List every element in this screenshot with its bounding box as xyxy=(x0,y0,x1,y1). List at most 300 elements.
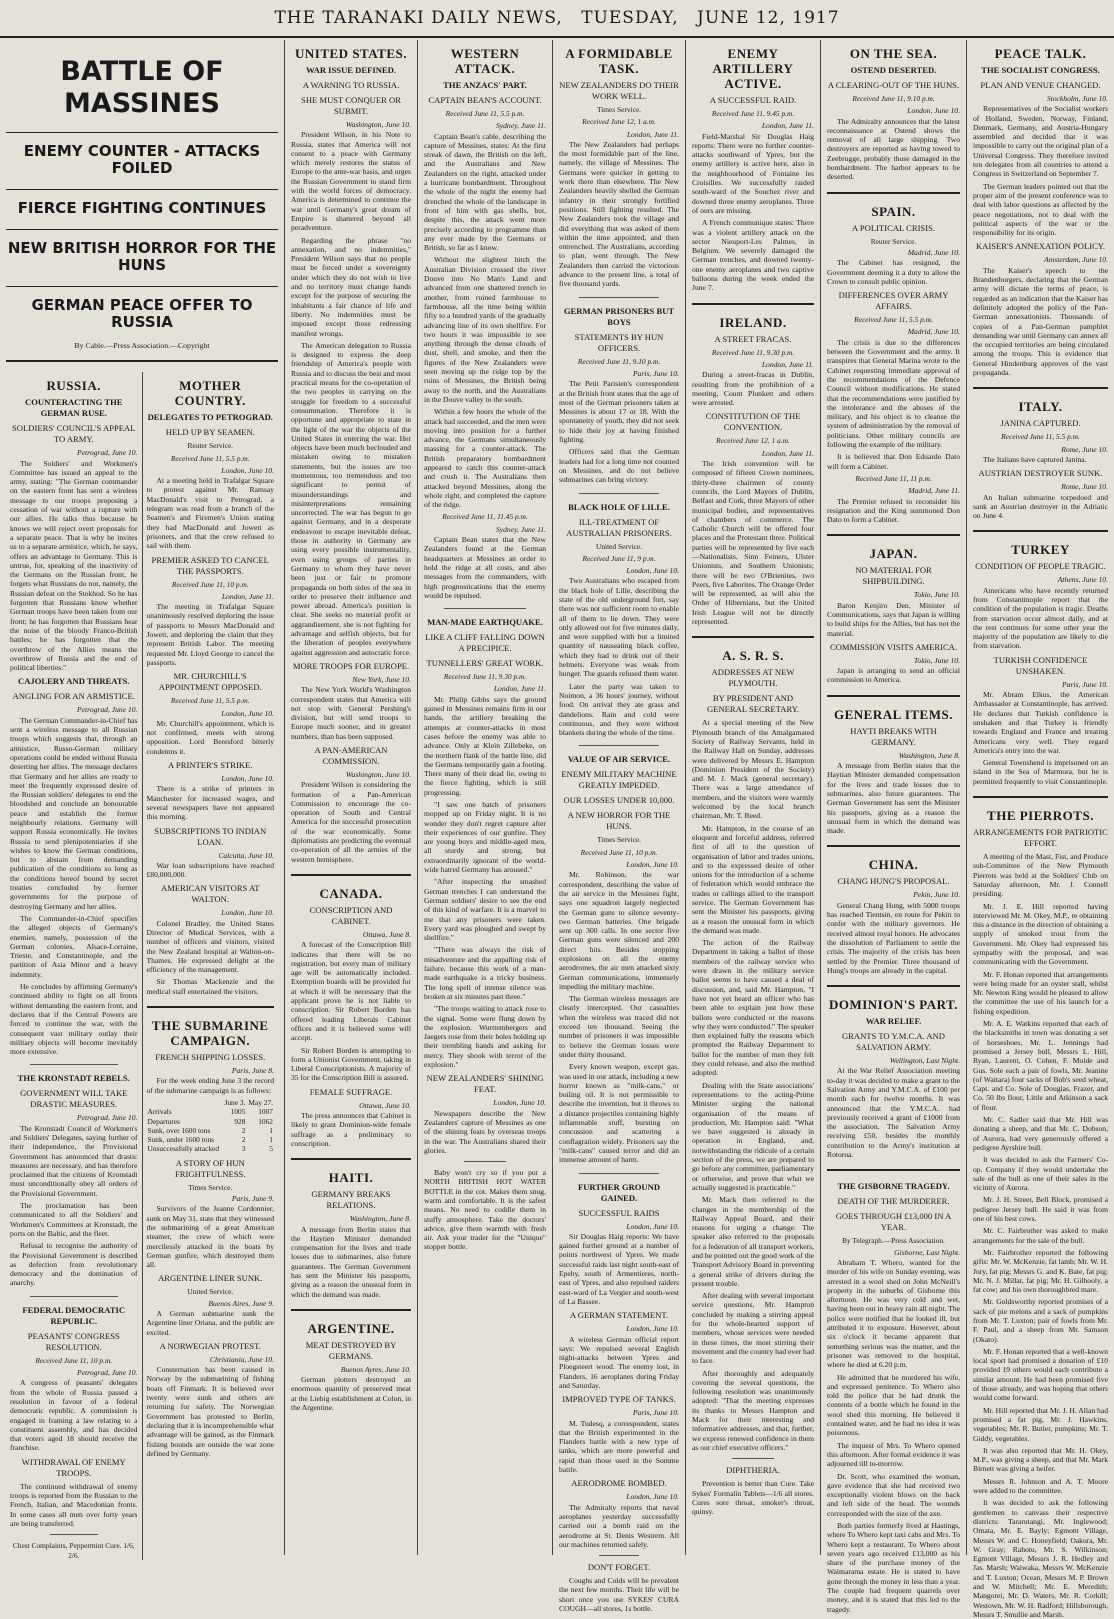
dateline: London, June 11. xyxy=(221,591,274,601)
divider xyxy=(599,1555,639,1556)
ireland-heading: IRELAND. xyxy=(719,314,787,330)
paragraph: German plotters destroyed an enormous quantity of preserved meat at the Liebig establishment at Colon, in the Argentine. xyxy=(291,1375,411,1413)
subhead: GERMANY BREAKS RELATIONS. xyxy=(311,1189,391,1211)
received-line: Received June 11, 9.10 p.m. xyxy=(577,356,661,366)
paragraph: It is believed that Don Eduardo Dato will form a Cabinet. xyxy=(827,452,960,471)
divider xyxy=(579,493,659,494)
us-heading: UNITED STATES. xyxy=(295,46,407,61)
dateline: London, June 11. xyxy=(761,121,814,131)
paragraph: At the War Relief Association meeting to-day it was decided to make a grant to the Salvation Army and Y.M.C.A. of £100 per month each for twelve months. It was announced that the Y.M.C.A. had previously received a grant of £1000 from the association. The Salvation Army receiving £50, besides the monthly contribution to the Army's institution at Rotorua. xyxy=(827,1066,960,1160)
paragraph: Later the party was taken to Noimon, a 36 hours' journey, without food. On arrival they ate grass and dandelions. Rain and cold were continuous, and they were without blankets during the whole of the time. xyxy=(559,681,679,738)
paragraph: During a street-fracas in Dublin, resulting from the prohibition of a meeting, Count Plunkett and others were arrested. xyxy=(692,370,814,408)
paragraph: The German wireless messages are clearly intercepted. Our casualties when the wireless was traced did not exceed ten thousand. Seeing the number of prisoners it was impossible to believe the German losses were under thirty thousand. xyxy=(559,994,679,1059)
subhead: SUCCESSFUL RAIDS xyxy=(578,1207,660,1218)
paragraph: Mr. A. E. Watkins reported that each of the blacksmiths in town was donating a set of horseshoes, Mr. L. Jennings had promised a Jersey bull, Messrs L. Hill, Ryan, Laurent, O. Cohen, F. Molde and Gus. Sole each a pair of fowls, Mr. Jeanine (of Waitara) four sacks of Bob's seed wheat, Capt. and Co. Sole of Douglas, Frazer, and Co. 50 lbs flour, Little and Atkinson a sack of flour. xyxy=(973,1019,1108,1112)
subhead: JANINA CAPTURED. xyxy=(1000,418,1081,429)
subhead: SUBSCRIPTIONS TO INDIAN LOAN. xyxy=(154,825,267,847)
subhead: AUSTRIAN DESTROYER SUNK. xyxy=(978,468,1103,479)
paragraph: President Wilson is considering the formation of a Pan-American Commission to encourage the co-operation of South and Central America for the successful prosecution of the war economically. Some diplomatists are predicting the eventual co-operation of all the armies of the western hemisphere. xyxy=(291,780,411,864)
paragraph: The Cabinet has resigned, the Government deeming it a duty to allow the Crown to consult public opinion. xyxy=(827,258,960,286)
dateline: London, June 10. xyxy=(221,908,274,918)
dateline: Sydney, June 11. xyxy=(495,524,546,534)
subhead: OSTEND DESERTED. xyxy=(850,65,937,75)
paragraph: Dr. Scott, who examined the woman, gave evidence that she had received two exceptionally violent blows on the back and left side of the head. The wounds corresponded with the size of the axe. xyxy=(827,1471,960,1518)
paragraph: Captain Bean's cable, describing the capture of Messines, states: At the first streak of dawn, the British on the left, and the Australians and New Zealanders on the right, attacked under a hurricane bombardment. Throughout the whole of the night the enemy had drenched the whole of the landscape in front of him with gas shells, but, despite this, the attack went more precisely according to programme than any ever made by the Germans or British, so far as I know. xyxy=(424,131,546,253)
divider xyxy=(692,303,814,305)
subhead: WAR RELIEF. xyxy=(865,1016,922,1027)
subhead: NEW ZEALANDERS DO THEIR WORK WELL. xyxy=(559,80,679,101)
paragraph: "I saw one batch of prisoners mopped up on Friday night. It is no wonder they don't regret capture after their experiences of our gunfire. They are young boys and middle-aged men, all sturdy and strong, but extraordinarily ignorant of the world-wide hatred Germany has aroused." xyxy=(424,800,546,875)
wire-service: Reuter Service. xyxy=(870,236,917,246)
paragraph: Colonel Bradley, the United States Director of Medical Services, with a number of officers and visitors, visited the New Zealand hospital at Walton-on-Thames. He expressed delight at the efficiency of the management. xyxy=(146,918,274,975)
dateline: Washington, June 8. xyxy=(349,1214,411,1224)
paragraph: The Admiralty announces that the latest reconnaissance at Ostend shows the removal of all large shipping. Two destroyers are reported as having towed to Zeebrugge, probably those damaged in the bombardment. The harbor appears to be deserted. xyxy=(827,116,960,182)
subhead: A PAN-AMERICAN COMMISSION. xyxy=(314,745,388,766)
mother-country-heading: MOTHER COUNTRY. xyxy=(174,378,246,409)
dateline: Buenos Ayres, June 10. xyxy=(340,1364,411,1374)
subhead: KAISER'S ANNEXATION POLICY. xyxy=(975,241,1106,252)
wire-service: Reuter Service. xyxy=(187,441,234,451)
peace-talk-heading: PEACE TALK. xyxy=(994,46,1087,61)
subhead: OUR LOSSES UNDER 10,000. xyxy=(563,795,675,806)
paragraph: The action of the Railway Department in taking a ballot of those members of the railway service who were drawn in the military service ballot seems to have caused a deal of discussion, and, said Mr. Hampton, "I have not yet heard an officer who has been able to explain just how these ballots were conducted or the reasons why they were conducted." The speaker then explained fully the reasons which prompted the Railway Department to ballot for the number of men they felt they could release, and also the method adopted. xyxy=(692,938,814,1078)
received-line: Received June 11, 9.10 p.m. xyxy=(852,94,935,103)
paragraph: Sir Douglas Haig reports: We have gained further ground at a number of points northwest of Ypres. We made successful raids last night south-east of Epehy, south of Armentieres, north-east of Ypres, and also repulsed raiders east-ward of La Vergier and south-west of La Bassee. xyxy=(559,1231,679,1306)
russia-heading: RUSSIA. xyxy=(46,378,101,394)
paragraph: He concludes by affirming Germany's continued ability to fight on all fronts without demanding the eastern front, and declares that if the Central Powers are forced to continue the war, with the consequent vast military outlay their military objects will become inevitably more extensive. xyxy=(10,982,138,1057)
paragraph: It was decided to ask the Farmers' Co-op. Company if they would undertake the sale of the bull as one of their sales in the vicinity of Aurora. xyxy=(973,1155,1108,1193)
dateline: London, June 10. xyxy=(221,708,274,718)
paragraph: The German Commander-in-Chief has sent a wireless message to all Russian troops which suggests that, through an armistice, Russo-German military operations could be ended without Russia deserting her allies. The message declares that Germany and her allies are ready to meet the frequently expressed desire of the Russian soldiers' delegates to end the bloodshed and conclude an honourable peace and establish the former neighbourly relations. Germany will support Russia economically. He invites Russia to send plenipotentiaries if she wishes to know the German conditions, but to abstain from demanding publication of the conditions so long as the conditions hereof bound by secret treaties concluded by former governments for the purpose of destroying Germany and her allies. xyxy=(10,715,138,911)
paragraph: A German submarine sunk the Argentine liner Oriana, and the public are excited. xyxy=(146,1309,274,1337)
dateline: Madrid, June 10. xyxy=(907,327,960,337)
paragraph: General Chang Hung, with 5000 troops has reached Tientsin, en route for Pekin to confer with the military governors. He received almost royal honors. He advocates the dissolution of Parliament to settle the crisis. The majority of the crisis has been settled by the Premier. Three thousand of Hung's troops are already in the capital. xyxy=(827,900,960,975)
submarine-heading: THE SUBMARINE CAMPAIGN. xyxy=(151,1018,269,1049)
subhead: CAPTAIN BEAN'S ACCOUNT. xyxy=(428,95,542,105)
paragraph: Consternation has been caused in Norway by the submarining of fishing boats off Finmark. It is believed over twenty were sunk and others are returning for safety. The Norwegian Government has protested to Berlin, declaring that it is incomprehensible what advantage will be gained, as the Finmark fishing bounds are outside the war zone defined by Germany. xyxy=(146,1365,274,1458)
dateline: Stockholm, June 10. xyxy=(1046,94,1108,103)
paragraph: Messrs R. Johnson and A. T. Moore were added to the committee. xyxy=(973,1476,1108,1496)
paragraph: Within a few hours the whole of the attack had succeeded, and the men were moving into position for a further advance, the Germans simultaneously massing for a counter-attack. The British preparatory bombardment appeared to catch this counter-attack and crush it. The Australians then attacked beyond Messines, along the whole right, and completed the capture of the ridge. xyxy=(424,407,546,510)
paragraph: The proclamation has been communicated to all the Soldiers' and Workmen's Committees at Kronstadt, the ports on the Baltic, and the fleet. xyxy=(10,1201,138,1238)
divider xyxy=(291,1309,411,1311)
paper-name: THE TARANAKI DAILY NEWS, xyxy=(274,8,563,28)
paragraph: It was decided to ask the following gentlemen to canvass their respective districts: Tararutangi, Mr. Inglewood; Omata, Mr. E. Bayly; Egmont Village, Messrs W. and C. Honeyfield; Oakura, Mr. W. Gray; Rahotu, Mr. S. Wilkinson; Egmont Village, Messrs J. R. Hedley and Jas. Marsh; Waiwaka, Messrs W. McKenzie and T. Luxton; Ocean, Messrs M. P. Brown and W. Mitchell; Mr. E. Meredith; Mangorei, Mr. D. Waters, Mr. R. Corkill; Westown, Mr. W. H. Radford; Hillsborough, Messrs T. Smullie and Marsh. xyxy=(973,1498,1108,1619)
paragraph: The Kronstadt Council of Workmen's and Soldiers' Delegates, saying further of their independence, the Provisional Government has announced that drastic measures are necessary, and has therefore proclaimed that the citizens of Kronstadt must unconditionally obey all orders of the Provisional Government. xyxy=(10,1123,138,1198)
paragraph: Mr. F. Honan reported that arrangements were being made for an oyster stall, whilst Mr. Newton King would be pleased to allow the committee the use of his launch for a fishing expedition. xyxy=(973,969,1108,1016)
paragraph: War loan subscriptions have reached £80,000,000. xyxy=(146,860,274,880)
subhead: PLAN AND VENUE CHANGED. xyxy=(980,80,1101,90)
subhead: BLACK HOLE OF LILLE. xyxy=(568,501,670,512)
paragraph: President Wilson, in his Note to Russia, states that America will not consent to a peace with Germany which merely restores the status of Europe to the ante-war basis, and urges the Russian Government to stand firm with the world forces of democracy. America is determined to continue the war until Germany's great dream of Empire is shattered beyond all peradventure. xyxy=(291,130,411,233)
paragraph: Mr. Fairbrother reported the following gifts: Mr. W. McKenzie, fat lamb; Mr. W. H. Jury, fat pig; Messrs G. and K. Bate, fat pig; Mr. N. J. Millar, fat pig; Mr. H. Gilhooly, a fat cow; and his own thoroughbred mare. xyxy=(973,1247,1108,1295)
dateline: Petrograd, June 10. xyxy=(77,448,138,458)
paragraph: Mr. Churchill's appointment, which is not confirmed, meets with strong opposition. Lord Beresford bitterly condemns it. xyxy=(146,718,274,756)
paragraph: Americans who have recently returned from Constantinople report that the condition of the population is tragic. Deaths from starvation occur almost daily, and at the rest continues for some other year the majority of the population are likely to die from starvation. xyxy=(973,585,1108,651)
paragraph: At a meeting held in Trafalgar Square to protest against Mr. Ramsay MacDonald's visit to Petrograd, a telegram was read from a branch of the Seamen's and Firemen's Union stating they had MacDonald and Jowett as prisoners, and that the crew refused to sail with them. xyxy=(146,476,274,551)
paragraph: Two Australians who escaped from the black hole of Lille, describing the state of the old underground fort, say there was not sufficient room to enable all of them to lie down. They were only allowed out for five minutes daily, and were supplied with but a limited quantity of nauseating black coffee, which they had to drink out of their helmets. Everyone was weak from hunger. The guards refused them water. xyxy=(559,576,679,679)
divider xyxy=(579,1173,659,1174)
dateline: Calcutta, June 10. xyxy=(218,850,274,860)
paragraph: The Commander-in-Chief specifies the alleged objects of Germany's enemies, namely, possession of the German colonies, Alsace-Lorraine, Trieste, and Constantinople, and the partition of Asia Minor and a heavy indemnity. xyxy=(10,913,138,979)
advertisement: Baby won't cry so if you put a NORTH BRITISH HOT WATER BOTTLE in the cot. Makes them snug, warm and comfortable. It is the safest means. No need to coddle them in stuffy atmosphere. Take the doctors' advice, give them warmth with fresh air. Ask your trader for the "Unique" stopper bottle. xyxy=(424,1168,546,1252)
paragraph: The meeting in Trafalgar Square unanimously resolved deploring the issue of passports to Messrs MacDonald and Jowett, and deploring the claim that they represent British Labor. The meeting requested Mr. Lloyd George to cancel the passports. xyxy=(146,602,274,667)
subhead: A WARNING TO RUSSIA. xyxy=(302,80,400,90)
subhead: A NORWEGIAN PROTEST. xyxy=(159,1340,261,1351)
japan-heading: JAPAN. xyxy=(869,546,918,562)
dateline: Paris, June 8. xyxy=(231,1066,274,1076)
divider xyxy=(827,1169,960,1171)
divider xyxy=(30,1064,118,1065)
paragraph: Mr. C. Sadler said that Mr. Hill was donating a sheep, and that Mr. C. Dobson, of Aurora, had very generously offered a pedigree Ayrshire bull. xyxy=(973,1115,1108,1152)
column-5 xyxy=(685,40,820,1555)
received-line: Received June 12, 1 a.m. xyxy=(716,436,790,446)
dateline: Gisborne, Last Night. xyxy=(894,1247,960,1257)
dateline: Washington, June 8. xyxy=(898,750,960,760)
dateline: Madrid, June 11. xyxy=(908,486,960,496)
subhead: ARGENTINE LINER SUNK. xyxy=(158,1273,263,1284)
subhead: GERMAN PRISONERS BUT BOYS xyxy=(563,305,675,327)
paragraph: Newspapers describe the New Zealanders' capture of Messines as one of the shining feats by overseas troops in the war. The Australians shared their glories. xyxy=(424,1108,546,1155)
subhead: CHANG HUNG'S PROPOSAL. xyxy=(837,876,950,887)
divider xyxy=(827,695,960,697)
dateline: Wellington, Last Night. xyxy=(889,1056,960,1066)
subhead: MEAT DESTROYED BY GERMANS. xyxy=(305,1339,397,1361)
paragraph: An Italian submarine torpedoed and sank an Austrian destroyer in the Adriatic on June 4. xyxy=(973,492,1108,521)
paragraph: Japan is arranging to send an official commission to America. xyxy=(827,666,960,685)
subhead: FURTHER GROUND GAINED. xyxy=(577,1181,661,1203)
dateline: Ottawa, June 8. xyxy=(362,929,411,939)
received-line: Received June 11, 11 p.m. xyxy=(855,473,932,483)
paragraph: "There was always the risk of misadventure and the appalling risk of failure, because this work of a man-made earthquake is a tricky business. The long spell of intense silence was broken at six minutes past three." xyxy=(424,945,546,1001)
subhead: A CLEARING-OUT OF THE HUNS. xyxy=(827,80,960,90)
subhead: DELEGATES TO PETROGRAD. xyxy=(147,412,273,423)
wire-service: By Telegraph.—Press Association. xyxy=(842,1236,945,1246)
dateline: London, June 10. xyxy=(221,465,274,475)
wire-service: Times Service. xyxy=(596,105,642,114)
artillery-heading: ENEMY ARTILLERY ACTIVE. xyxy=(712,46,794,91)
paragraph: Regarding the phrase "no annexation, and no indemnities," President Wilson says that no people must be forced under a sovereignty under which they do not wish to live and no territory must change hands except for the purpose of securing the inhabitants a fair chance of life and liberty. No indemnities must be imposed except those redressing manifest wrongs. xyxy=(291,235,411,338)
paragraph: Officers said that the German leaders had for a long time not counted on Messines, and do not believe submarines can bring victory. xyxy=(559,447,679,485)
paragraph: Sir Thomas Mackenzie and the medical staff entertained the visitors. xyxy=(146,977,274,996)
paragraph: A message from Berlin states that the Haytian Minister demanded compensation for the lives and trade losses due to submarines, also future guarantees. The German Government has sent the Minister his passports, giving as a reason the unusual form in which the demand was made. xyxy=(827,761,960,836)
subhead: IMPROVED TYPE OF TANKS. xyxy=(562,1394,676,1405)
western-attack-heading: WESTERN ATTACK. xyxy=(450,46,520,76)
subhead: CONDITION OF PEOPLE TRAGIC. xyxy=(975,561,1106,572)
paragraph: Mr. Philip Gibbs says the ground gained in Messines remains firm in our hands, the artillery breaking the attempts at counter-attacks in most cases before the enemy was able to advance. Only at Klein Zillebeke, on the northern flank of the battle line, did the Germans temporarily gain a footing. There many of their dead lie, owing to the fierce fighting, which is still progressing. xyxy=(424,694,546,797)
subhead: CONSTITUTION OF THE CONVENTION. xyxy=(705,411,801,433)
dominion-heading: DOMINION'S PART. xyxy=(828,997,959,1013)
divider xyxy=(827,534,960,536)
paragraph: The inquest of Mrs. To Whero opened this afternoon. After formal evidence it was adjourned till to-morrow. xyxy=(827,1440,960,1469)
received-line: Received June 11, 10 p.m. xyxy=(35,1355,113,1365)
subhead: A NEW HORROR FOR THE HUNS. xyxy=(567,810,671,832)
dateline: London, June 10. xyxy=(907,106,960,116)
paragraph: The Admiralty reports that naval aeroplanes yesterday successfully carried out a bomb raid on the aerodrome at St. Denis Westrem. All our machines returned safely. xyxy=(559,1502,679,1549)
paragraph: Mr. Mack then referred to the changes in the membership of the Railway Appeal Board, and their reasons for urging a change. The speaker also referred to the proposals for a federation of all transport workers, and he pointed out the good work of the Transport Advisory Board in preventing a general strike of drivers during the present trouble. xyxy=(692,1195,814,1288)
dateline: Washington, June 10. xyxy=(345,120,411,129)
subhead: ARRANGEMENTS FOR PATRIOTIC EFFORT. xyxy=(973,827,1108,849)
paragraph: At a special meeting of the New Plymouth branch of the Amalgamated Society of Railway Servants, held in the Railway Hall on Sunday, addresses were delivered by Messrs E. Hampton (Dominion President of the Society) and M. J. Mack (general secretary). There was a large attendance of members, and the visitors were warmly welcomed by the local branch chairman, Mr. T. Reed. xyxy=(692,718,814,821)
subhead: PEASANTS' CONGRESS RESOLUTION. xyxy=(27,1330,120,1352)
paragraph: Captain Bean states that the New Zealanders found at the German headquarters at Messines an order to hold the ridge at all costs, and also messages from the commanders, with high prognostications that the enemy would be repulsed. xyxy=(424,535,546,600)
subhead: MORE TROOPS FOR EUROPE. xyxy=(292,660,410,671)
wire-service: Times Service. xyxy=(188,1182,233,1192)
paragraph: "After inspecting the smashed German trenches I can understand the German soldiers' desire to see the end of this kind of warfare. It is a marvel to me that any prisoners were taken. Every yard was ploughed and swept by shellfire." xyxy=(424,877,546,943)
subhead: ANGLING FOR AN ARMISTICE. xyxy=(12,691,135,702)
received-line: Received June 11, 10 p.m. xyxy=(580,847,658,857)
dateline: Petrograd, June 10. xyxy=(77,705,138,715)
argentine-heading: ARGENTINE. xyxy=(307,1320,395,1336)
dateline: London, June 10. xyxy=(626,566,679,576)
paragraph: A meeting of the Mast, Fist, and Produce sub-Committee of the New Plymouth Pierrots was held at the Soldiers' Club on Saturday afternoon, Mr. J. Connell presiding. xyxy=(973,852,1108,899)
paragraph: Mr. J. E. Hill reported having interviewed Mr. M. Okey, M.P., re obtaining this a distance in the direction of obtaining a supply of smoked trout from the Government. Mr. Okey had expressed his sympathy with the proposal, and was communicating with the Government. xyxy=(973,901,1108,967)
dateline: London, June 11. xyxy=(761,359,814,369)
received-line: Received June 11, 5.5 p.m. xyxy=(445,109,525,118)
divider xyxy=(444,608,526,609)
paragraph: Dealing with the State associations' representations to the acting-Prime Minister urging the national organisation of the means of production, Mr. Hampton said: "What we have suggested is already in operation in England, and, notwithstanding the ridicule of a certain section of the press, we are prepared to go before any committee, parliamentary or otherwise, and prove that what we actually suggested is practicable." xyxy=(692,1080,814,1192)
subhead: A STREET FRACAS. xyxy=(714,333,792,344)
paragraph: The Petit Parisien's correspondent at the British front states that the age of most of the German prisoners taken at Messines is about 17 or 18. With the spontaneity of youth, they did not seek to hide their joy at having finished fighting. xyxy=(559,379,679,445)
lead-deck-1: ENEMY COUNTER - ATTACKS FOILED xyxy=(6,141,278,190)
dateline: Ottawa, June 10. xyxy=(359,1100,411,1110)
paragraph: Survivors of the Jeanne Cordonnier, sunk on May 31, state that they witnessed the submarining of a great American steamer, the crew of which were mercilessly attacked in the boats by German gunfire, which destroyed them all. xyxy=(146,1204,274,1270)
paragraph: Mr. Abram Elkus, the American Ambassador at Constantinople, has arrived. He declares that Turkish confidence is unshaken and that Turkey is friendly towards England and France and treating Americans very well. They regard America's entry into the war. xyxy=(973,690,1108,755)
paragraph: Abraham T. Whero, wanted for the murder of his wife on Sunday evening, was arrested in a wool shed on John McNeill's property in the suburbs of Gisborne this afternoon. He was very cold and wet, having been out in heavy rain all night. The police were notified that he looked ill, but attributed it to exposure. However, about six o'clock it became apparent that something serious was the matter, and the prisoner was removed to the hospital, where he died at 6.20 p.m. xyxy=(827,1257,960,1370)
paragraph: The New York World's Washington correspondent states that America will not stop with General Pershing's division, but will send troops to Europe much sooner, and in greater numbers, than has been supposed. xyxy=(291,685,411,741)
subhead: ENEMY MILITARY MACHINE GREATLY IMPEDED. xyxy=(561,769,677,791)
subhead: SHE MUST CONQUER OR SUBMIT. xyxy=(301,95,401,116)
advertisement: Chest Complaints, Peppermint Cure. 1/6, 2/6. xyxy=(12,1541,135,1560)
russia-article xyxy=(6,372,142,1560)
paragraph: M. Tudesq, a correspondent, states that the British experimented in the Flanders battle with a new type of tanks, which are more powerful and rapid than those used in the Somme battle. xyxy=(559,1418,679,1475)
divider xyxy=(973,796,1108,798)
paragraph: The crisis is due to the differences between the Government and the army. It transpires that General Marina wrote to the Cabinet requesting immediate approval of the recommendations of the Defence Council without modifications. He stated that the recommendations were justified by the intolerance and the abuses of the military, and his object is to cleanse the system of administration by the removal of politicians. Other military councils are following the example of the military. xyxy=(827,337,960,450)
shipping-losses-table xyxy=(147,1098,275,1154)
mother-country-article xyxy=(142,372,279,1560)
dateline: London, June 10. xyxy=(626,1221,679,1231)
paragraph: Mr. F. Honan reported that a well-known local sport had promised a donation of £10 provided 19 others would each contribute a similar amount. He had been promised five of those already, and was hoping that others would come forward. xyxy=(973,1346,1108,1403)
paragraph: The Italians have captured Janina. xyxy=(983,454,1087,464)
paragraph: It was also reported that Mr. H. Okey, M.P., was giving a sheep, and that Mr. Mark Birnett was giving a heifer. xyxy=(973,1445,1108,1474)
dateline: London, June 10. xyxy=(626,860,679,870)
subhead: GRANTS TO Y.M.C.A. AND SALVATION ARMY. xyxy=(841,1031,946,1053)
subhead: VALUE OF AIR SERVICE. xyxy=(567,754,671,765)
subhead: ADDRESSES AT NEW PLYMOUTH. xyxy=(711,667,795,689)
paragraph: A French communique states: There was a violent artillery attack on the sector Nieuport-Les Palmes, in Belgium. We severely damaged the German trenches, and downed twenty-one enemy aeroplanes and two captive balloons during the week ended the June 7. xyxy=(692,218,814,293)
general-items-heading: GENERAL ITEMS. xyxy=(834,706,953,722)
subhead: FEDERAL DEMOCRATIC REPUBLIC. xyxy=(22,1304,126,1326)
subhead: NO MATERIAL FOR SHIPBUILDING. xyxy=(855,565,932,587)
paragraph: He admitted that he murdered his wife, and expressed penitence. To Whero also told the police that he had drunk the contents of a bottle which he found in the wool shed this morning. He believed it contained water, and he had no idea it was poisonous. xyxy=(827,1372,960,1438)
subhead: THE ANZACS' PART. xyxy=(443,80,527,90)
subhead: PREMIER ASKED TO CANCEL THE PASSPORTS. xyxy=(151,554,269,576)
subhead: ILL-TREATMENT OF AUSTRALIAN PRISONERS. xyxy=(566,516,672,538)
divider xyxy=(827,192,960,194)
paragraph: Mr. Hampton, in the course of an eloquent and forceful address, referred first of all to the question of organisation of labor and trades unions, and to the expressed desire of other unions for the introduction of a scheme of federation which would embrace the trades or callings allied to the transport service. The German Government has sent the Minister his passports, giving as a reason the unusual form in which the demand was made. xyxy=(692,823,814,935)
paragraph: Mr. Robinson, the war correspondent, describing the value of the air service in the Messines fight, says one squadron largely neglected the German guns to silence seventy-two German batteries. One brigade sent up 300 calls. In one sector five German guns were silenced and 200 direct hits. Besides stopping explosions on all the enemy aerodromes, the air men attacked sixty German communications, immensely impeding the military machine. xyxy=(559,870,679,991)
table-row: Sunk, over 1600 tons 2 1 xyxy=(147,1125,273,1135)
subhead: FRENCH SHIPPING LOSSES. xyxy=(155,1052,266,1063)
paragraph: The press announces that Cabinet is likely to grant Dominion-wide female suffrage as a preliminary to conscription. xyxy=(291,1111,411,1148)
advertisement: Prevention is better than Cure. Take Sykes' Formalin Tablets—1/6 all stores. Cures sore throat, smoker's throat, quinsy. xyxy=(692,1479,814,1517)
lead-deck-4: GERMAN PEACE OFFER TO RUSSIA xyxy=(31,296,253,331)
paragraph: The continued withdrawal of enemy troops is reported from the Russian to the French, Italian, and Macedonian fronts. In some cases all men over forty years are being transferred. xyxy=(10,1481,138,1528)
paragraph: The Soldiers' and Workmen's Committee has issued an appeal to the army, stating: "The German commander on the eastern front has sent a wireless message to our troops proposing a cessation of war without a rupture with our allies. He talks thus because he knows we will reject overt proposals for a separate peace. That is why he invites us to a separate armistice, which, he says, offers an advantage to Germany. This is untrue, for, speaking of the inactivity of the Germans on the Russian front, he forgets what Russians do not, namely, the Russian defeat on the Stokhod. So he has forgotten that Russians know whether German troops have been taken from our front; he has forgotten that Russians hear the noise of the bloody Franco-British battles; he has forgotten that the overthrow of the Allies means the overthrow of Russia and the end of political liberties." xyxy=(10,458,138,673)
paragraph: After thoroughly and adequately covering the several questions, the following resolution was unanimously adopted: "That the meeting expresses its thanks to Messrs Hampton and Mack for their interesting and informative addresses, and that, further, we express renewed confidence in them as our chief executive officers." xyxy=(692,1368,814,1452)
paragraph: After dealing with several important service questions, Mr. Hampton concluded by making a stirring appeal for the whole-hearted support of members, whose services were needed in these times, the most stirring their movement and the country had ever had to face. xyxy=(692,1291,814,1366)
sea-heading: ON THE SEA. xyxy=(849,46,938,61)
subhead: COMMISSION VISITS AMERICA. xyxy=(829,641,958,652)
column-header: June 3. xyxy=(224,1097,246,1107)
dateline: London, June 10. xyxy=(626,1492,679,1502)
subhead: FEMALE SUFFRAGE. xyxy=(309,1086,393,1097)
subhead: MAN-MADE EARTHQUAKE. xyxy=(427,617,543,628)
paragraph: The New Zealanders had perhaps the most formidable part of the line, namely, the village of Messines. The Germans were quicker in getting to work there than elsewhere. The New Zealanders heavily shelled the German infantry in their strongly fortified positions. Still fighting resulted. The New Zealanders took the village and did everything that was asked of them within the time appointed, and then entrenched. The Australians, according to plan, went through. The New Zealanders then carried the victorious advance to the present line, a total of five thousand yards. xyxy=(559,139,679,289)
pierrots-heading: THE PIERROTS. xyxy=(987,808,1094,824)
paragraph: Refusal to recognise the authority of the Provisional Government is described as defection from revolutionary democracy and the domination of anarchy. xyxy=(10,1241,138,1288)
dateline: London, June 10. xyxy=(493,1098,546,1108)
received-line: Received June 11, 9.30 p.m. xyxy=(711,347,795,357)
wire-service: United Service. xyxy=(187,1287,234,1297)
russia-subhead-2: SOLDIERS' COUNCIL'S APPEAL TO ARMY. xyxy=(12,423,136,445)
received-line: Received June 11, 9.45 p.m. xyxy=(711,109,795,118)
divider xyxy=(973,387,1108,389)
paragraph: The Irish convention will be composed of fifteen Crown nominees, thirty-three chairmen of county councils, the Lord Mayors of Dublin, Belfast and Cork, three Mayors of other municipal bodies, and representatives of chambers of commerce. The Catholic Church will be offered four places and the Protestant three. Political parties will be represented by five each—Nationalists, Sinn Feiners, Ulster Unionists, and Southern Unionists; there will be two O'Brienites, two Peers, five Laborites. The Orange Order will be represented, as will also the Order of Hibernians, but the United Irish League will not be directly represented. xyxy=(692,459,814,627)
dateline: London, June 11. xyxy=(493,684,546,694)
dateline: Pekin, June 10. xyxy=(913,890,960,900)
column-7 xyxy=(966,40,1114,1619)
dateline: London, June 10. xyxy=(221,774,274,784)
dateline: London, June 11. xyxy=(626,129,679,139)
divider xyxy=(827,845,960,847)
dateline: Tokio, June 10. xyxy=(913,655,960,665)
dateline: Sydney, June 11. xyxy=(495,121,546,131)
lead-deck-2: FIERCE FIGHTING CONTINUES xyxy=(6,198,278,230)
asrs-heading: A. S. R. S. xyxy=(722,648,784,664)
subhead: TURKISH CONFIDENCE UNSHAKEN. xyxy=(993,654,1088,676)
lead-byline: By Cable.—Press Association.—Copyright xyxy=(74,341,210,350)
column-4 xyxy=(552,40,685,1614)
column-1 xyxy=(0,40,284,1560)
paragraph: A congress of peasants' delegates from the whole of Russia passed a resolution in favour of a federal democratic republic. A commission is engaged in framing a law relating to a constituent assembly, and has decided that voters aged 18 should receive the franchise. xyxy=(10,1378,138,1453)
subhead: GOES THROUGH £13,000 IN A YEAR. xyxy=(835,1211,952,1233)
formidable-task-heading: A FORMIDABLE TASK. xyxy=(565,46,673,76)
received-line: Received June 12, 1 a.m. xyxy=(582,117,656,127)
table-row: Arrivals 1005 1007 xyxy=(147,1107,273,1117)
italy-heading: ITALY. xyxy=(1018,399,1063,415)
subhead: DIFFERENCES OVER ARMY AFFAIRS. xyxy=(838,290,949,312)
paragraph: "The troops waiting to attack rose to the signal. Some were flung down by the explosion. Wurttembergers and Jaegers rose from their holes holding up their trembling hands and asking for mercy. They shook with terror of the explosion." xyxy=(424,1004,546,1070)
subhead: THE KRONSTADT REBELS. xyxy=(17,1073,130,1084)
subhead: THE SOCIALIST CONGRESS. xyxy=(981,65,1100,75)
subhead: A STORY OF HUN FRIGHTFULNESS. xyxy=(175,1157,246,1179)
subhead: A PRINTER'S STRIKE. xyxy=(168,760,253,771)
divider xyxy=(147,1006,275,1008)
divider xyxy=(579,745,659,746)
divider xyxy=(579,297,659,298)
paragraph: A forecast of the Conscription Bill indicates that there will be no registration, but every man of military age will be automatically included. Exemption boards will be provided for at which it will be necessary that the applicant prove he is not liable to conscription. Sir Robert Borden has offered leading Liberals Cabinet offices and it is believed some will accept. xyxy=(291,940,411,1043)
paragraph: Mr. J. H. Street, Bell Block, promised a pedigree Jersey bull. He said it was from one of his best cows. xyxy=(973,1195,1108,1224)
subhead: DON'T FORGET. xyxy=(587,1562,651,1573)
wire-service: Times Service. xyxy=(596,835,642,845)
paragraph: Every known weapon, except gas, was used in our attack, including a new horror known as "milk-cans," or boiling oil. It is not permissible to describe the invention, but it throws to a distance projectiles containing highly inflammable stuff, bursting on concussion and scattering a conflagration widely. Prisoners say the "milk-cans" caused terror and did an immense amount of harm. xyxy=(559,1062,679,1165)
table-row: Sunk, under 1600 tons 2 1 xyxy=(147,1135,273,1145)
subhead: STATEMENTS BY HUN OFFICERS. xyxy=(574,331,664,353)
dateline: Paris, June 10. xyxy=(1062,679,1108,689)
divider xyxy=(30,1296,118,1297)
paragraph: Mr. C. Fairbrother was asked to make arrangements for the sale of the bull. xyxy=(973,1226,1108,1245)
dateline: Petrograd, June 10. xyxy=(77,1113,138,1123)
subhead: AMERICAN VISITORS AT WALTON. xyxy=(160,883,260,905)
dateline: Paris, June 9. xyxy=(231,1194,274,1204)
dateline: Paris, June 10. xyxy=(633,1408,679,1418)
received-line: Received June 11, 5.5 p.m. xyxy=(170,453,250,463)
divider xyxy=(973,530,1108,532)
subhead: HAYTI BREAKS WITH GERMANY. xyxy=(850,725,937,747)
dateline: Petrograd, June 10. xyxy=(77,1368,138,1378)
subhead: AERODROME BOMBED. xyxy=(571,1478,667,1489)
paragraph: For the week ending June 3 the record of the submarine campaign is as follows: xyxy=(146,1076,274,1095)
dateline: Amsterdam, June 10. xyxy=(1044,255,1108,265)
dateline: Christiania, June 10. xyxy=(209,1354,274,1364)
wire-service: United Service. xyxy=(596,541,642,551)
subhead: TUNNELLERS' GREAT WORK. xyxy=(426,658,544,669)
subhead: A SUCCESSFUL RAID. xyxy=(709,95,797,105)
subhead: CONSCRIPTION AND CABINET. xyxy=(309,904,393,926)
divider xyxy=(692,636,814,638)
received-line: Received June 11, 9 p.m. xyxy=(582,553,656,563)
lead-deck-3: NEW BRITISH HORROR FOR THE HUNS xyxy=(6,238,278,287)
divider xyxy=(291,1158,411,1160)
paragraph: A message from Berlin states that the Haytien Minister demanded compensation for the lives and trade losses due to submarines, also future guarantees. The German Government has sent the Minister his passports, giving as a reason the unusual form in which the demand was made. xyxy=(291,1224,411,1299)
table-row: Departures 928 1062 xyxy=(147,1116,273,1126)
canada-heading: CANADA. xyxy=(319,885,383,901)
received-line: Received June 11, 9.30 p.m. xyxy=(443,672,527,682)
dateline: Rome, June 10. xyxy=(1061,482,1108,492)
paragraph: The Premier refused to reconsider his resignation and the King summoned Don Dato to form a Cabinet. xyxy=(827,496,960,525)
received-line: Received June 11, 5.5 p.m. xyxy=(170,696,250,706)
column-6 xyxy=(820,40,966,1614)
divider xyxy=(6,360,278,362)
paragraph: Baron Kenjiro Den, Minister of Communications, says that Japan is willing to build ships for the Allies, but has not the material. xyxy=(827,600,960,638)
dateline: New York, June 10. xyxy=(352,674,411,684)
dateline: London, June 10. xyxy=(626,1324,679,1334)
paragraph: Field-Marshal Sir Douglas Haig reports: There were no further counter-attacks southward of Ypres, but the enemy artillery is active here, also in the neighbourhood of Fontaine les Croisilles. We successfully raided south-ward of the Souchez river and downed three enemy aeroplanes. Three of ours are missing. xyxy=(692,131,814,215)
paragraph: Sir Robert Borden is attempting to form a Unionist Government, taking in Liberal Conscriptionists. A majority of 35 for the Conscription Bill is assured. xyxy=(291,1045,411,1083)
dateline: Athens, June 10. xyxy=(1057,575,1108,585)
table-row: Unsuccessfully attacked 3 5 xyxy=(147,1144,273,1154)
subhead: DIPHTHERIA. xyxy=(726,1465,780,1476)
dateline: Paris, June 10. xyxy=(633,368,679,378)
paragraph: The American delegation to Russia is designed to express the deep friendship of America's people with Russia and to discuss the best and most practical means for the co-operation of the two peoples in carrying on the struggle for freedom to a successful consummation. Therefore it is opportune and appropriate to state in the light of the war the objects of the United States in entering the war. Her objects have been much beclouded and mistaken owing to mistaken statements, but the issues are too momentous, too tremendous and too significant to permit of misunderstandings and misinterpretations remaining uncorrected. The war has begun to go against Germany, and in a desperate endeavour to escape inevitable defeat, those in authority in Germany are using every possible instrumentality, even using groups of parties in Germany to whom they have never been just or fair to promote propaganda on both sides of the sea in order to preserve their influence and power abroad. America's position is clear. She seeks no material profit or aggrandisement, she is not fighting for advantage and selfish objects, but for the liberation of peoples everywhere against aggression and autocratic force. xyxy=(291,340,411,657)
masthead xyxy=(0,0,1114,38)
dateline: Madrid, June 10. xyxy=(907,247,960,257)
advertisement: Coughs and Colds will be prevalent the next few months. Their life will be short once you use SYKES' CURA COUGH—all stores, 1s bottle. xyxy=(559,1576,679,1614)
paragraph: The Kaiser's speech to the Brandenburgers, declaring that the German army will dictate the terms of peace, is regarded as an indication that the Kaiser has definitely adopted the policy of the Pan-German annexationists. Thousands of copies of a Pan-German pamphlet demanding war until Germany can annex all the occupied territories are being circulated among the troops. This is evidence that General Hindenburg approves of the vast propaganda. xyxy=(973,265,1108,378)
paragraph: A wireless German official report says: We repulsed several English night-attacks between Ypres and Ploegsteert wood. The enemy lost, in Flanders, 16 aeroplanes during Friday and Saturday. xyxy=(559,1334,679,1390)
received-line: Received June 11, 5.5 p.m. xyxy=(854,315,933,325)
subhead: BY PRESIDENT AND GENERAL SECRETARY. xyxy=(707,693,799,715)
gisborne-heading: THE GISBORNE TRAGEDY. xyxy=(837,1181,950,1192)
received-line: Received June 11, 5.5 p.m. xyxy=(1001,432,1080,442)
column-3 xyxy=(417,40,552,1555)
paragraph: Mr. Goldsworthy reported promises of a sack of pie melons and a sack of pumpkins from Mr. T. Luxton; pair of fowls from Mr. F. Paul, and a sheep from Mr. Samson (Okato). xyxy=(973,1297,1108,1344)
paragraph: Without the slightest hitch the Australian Division crossed the river Douve into No Man's Land and advanced from one shattered trench to another, from ruined farmhouse to farmhouse, all the time being within fifty to a hundred yards of the gradually advancing line of its own shellfire. For two hours it was impossible to see anything through the dense clouds of dust, shell, and smoke, and then the figures of the New Zealanders were seen moving up the ridge top by the ruins of Messines, the British being away to the north, and the Australians in the Douve valley to the south. xyxy=(424,255,546,404)
paragraph: General Townshend is imprisoned on an island in the Sea of Marmora, but he is permitted frequently to visit Constantinople. xyxy=(973,758,1108,786)
paragraph: Both parties formerly lived at Hastings, where To Whero kept taxi cabs and Mrs. To Whero kept a restaurant. To Whero about seven years ago received £13,000 as his share of the purchase money of the Waimarama estate. He is stated to have gone through the money in less than a year. The couple had frequent quarrels over money, and it is stated that this led to the tragedy. xyxy=(827,1520,960,1614)
column-header: May 27. xyxy=(248,1097,273,1107)
